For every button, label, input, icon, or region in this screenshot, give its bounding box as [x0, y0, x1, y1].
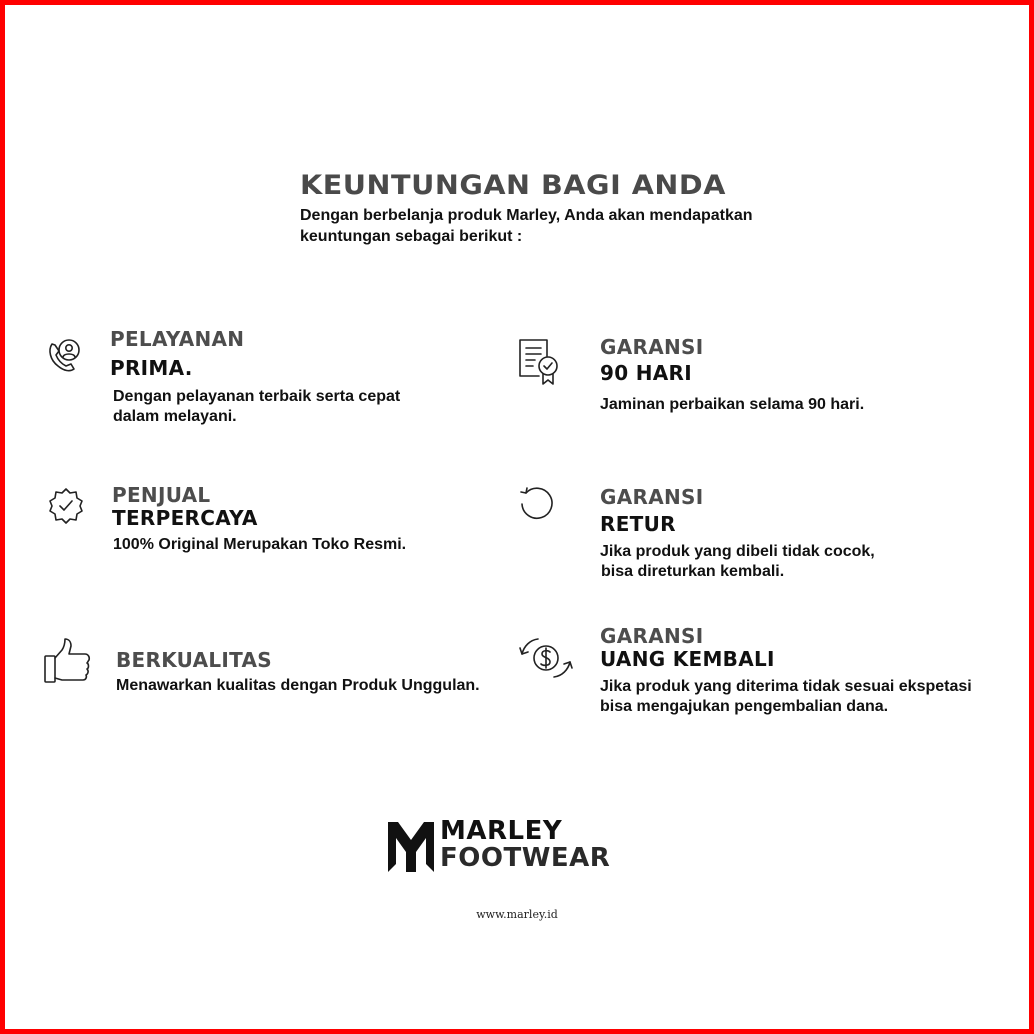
brand-name-line-2: FOOTWEAR [440, 843, 611, 873]
page-subtitle [300, 205, 820, 247]
thumbs-up-icon [42, 636, 92, 686]
return-arrow-icon [517, 484, 555, 522]
brand-logo [386, 818, 666, 878]
benefit-title: GARANSI RETUR [600, 485, 704, 536]
marley-logo-mark-icon [386, 820, 436, 874]
benefit-description: 100% Original Merupakan Toko Resmi. [113, 536, 407, 553]
benefit-description: Menawarkan kualitas dengan Produk Unggulan. [116, 677, 480, 694]
subtitle-line-1: Dengan berbelanja produk Marley, Anda akan mendapatkan [300, 207, 753, 224]
money-back-icon [518, 636, 574, 680]
benefit-title: PENJUAL TERPERCAYA [112, 483, 258, 530]
brand-wordmark [440, 818, 610, 872]
benefit-description: Dengan pelayanan terbaik serta cepat dalam melayani. [113, 388, 401, 425]
customer-service-icon [44, 334, 88, 378]
brand-name-line-1: MARLEY [440, 816, 563, 846]
benefits-header [300, 170, 820, 247]
benefit-title: PELAYANAN PRIMA. [110, 327, 245, 380]
benefit-description: Jika produk yang dibeli tidak cocok, bisa direturkan kembali. [600, 543, 875, 580]
benefit-title: GARANSI 90 HARI [600, 335, 704, 385]
subtitle-line-2: keuntungan sebagai berikut : [300, 228, 523, 245]
benefit-title: GARANSI UANG KEMBALI [600, 624, 775, 671]
verified-badge-icon [46, 486, 86, 526]
warranty-certificate-icon [517, 338, 561, 388]
benefit-title: BERKUALITAS [116, 648, 273, 672]
benefit-description: Jaminan perbaikan selama 90 hari. [600, 396, 865, 413]
page-title: KEUNTUNGAN BAGI ANDA [300, 170, 726, 201]
benefit-description: Jika produk yang diterima tidak sesuai ekspetasi bisa mengajukan pengembalian dana. [600, 678, 972, 715]
website-url: www.marley.id [476, 908, 558, 921]
